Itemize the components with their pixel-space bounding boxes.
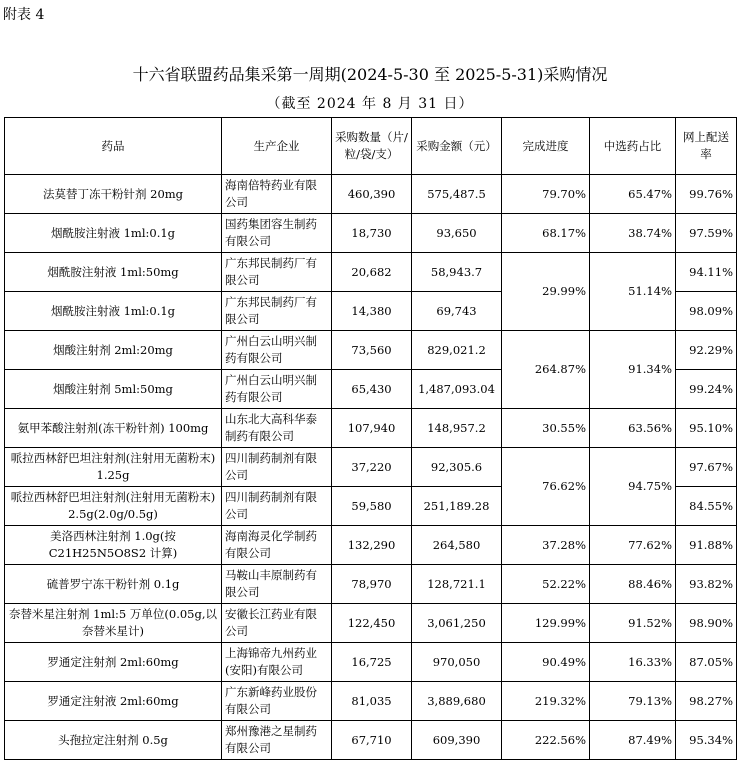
share-cell: 79.13% (590, 682, 676, 721)
delivery-cell: 92.29% (676, 331, 737, 370)
quantity-cell: 20,682 (332, 253, 412, 292)
amount-cell: 575,487.5 (412, 175, 502, 214)
delivery-cell: 94.11% (676, 253, 737, 292)
quantity-cell: 122,450 (332, 604, 412, 643)
header-quantity: 采购数量（片/粒/袋/支） (332, 118, 412, 175)
quantity-cell: 67,710 (332, 721, 412, 760)
share-cell: 94.75% (590, 448, 676, 526)
progress-cell: 90.49% (502, 643, 590, 682)
drug-cell: 氨甲苯酸注射剂(冻干粉针剂) 100mg (5, 409, 222, 448)
table-row (5, 175, 737, 214)
quantity-cell: 18,730 (332, 214, 412, 253)
drug-cell: 美洛西林注射剂 1.0g(按C21H25N5O8S2 计算) (5, 526, 222, 565)
table-row (5, 448, 737, 487)
table-row (5, 682, 737, 721)
drug-cell: 哌拉西林舒巴坦注射剂(注射用无菌粉末) 2.5g(2.0g/0.5g) (5, 487, 222, 526)
procurement-table (4, 117, 737, 760)
amount-cell: 1,487,093.04 (412, 370, 502, 409)
amount-cell: 58,943.7 (412, 253, 502, 292)
progress-cell: 129.99% (502, 604, 590, 643)
amount-cell: 3,889,680 (412, 682, 502, 721)
delivery-cell: 98.09% (676, 292, 737, 331)
header-company: 生产企业 (222, 118, 332, 175)
progress-cell: 79.70% (502, 175, 590, 214)
amount-cell: 69,743 (412, 292, 502, 331)
company-cell: 海南倍特药业有限公司 (222, 175, 332, 214)
share-cell: 91.34% (590, 331, 676, 409)
delivery-cell: 97.59% (676, 214, 737, 253)
drug-cell: 烟酸注射剂 2ml:20mg (5, 331, 222, 370)
progress-cell: 68.17% (502, 214, 590, 253)
header-row (5, 118, 737, 175)
quantity-cell: 81,035 (332, 682, 412, 721)
quantity-cell: 132,290 (332, 526, 412, 565)
table-row (5, 331, 737, 370)
table-row (5, 253, 737, 292)
company-cell: 安徽长江药业有限公司 (222, 604, 332, 643)
company-cell: 广东新峰药业股份有限公司 (222, 682, 332, 721)
drug-cell: 头孢拉定注射剂 0.5g (5, 721, 222, 760)
quantity-cell: 107,940 (332, 409, 412, 448)
company-cell: 马鞍山丰原制药有限公司 (222, 565, 332, 604)
quantity-cell: 37,220 (332, 448, 412, 487)
drug-cell: 硫普罗宁冻干粉针剂 0.1g (5, 565, 222, 604)
progress-cell: 30.55% (502, 409, 590, 448)
amount-cell: 128,721.1 (412, 565, 502, 604)
progress-cell: 222.56% (502, 721, 590, 760)
header-share: 中选药占比 (590, 118, 676, 175)
quantity-cell: 14,380 (332, 292, 412, 331)
table-row (5, 409, 737, 448)
delivery-cell: 87.05% (676, 643, 737, 682)
drug-cell: 法莫替丁冻干粉针剂 20mg (5, 175, 222, 214)
company-cell: 广州白云山明兴制药有限公司 (222, 331, 332, 370)
drug-cell: 哌拉西林舒巴坦注射剂(注射用无菌粉末) 1.25g (5, 448, 222, 487)
delivery-cell: 99.24% (676, 370, 737, 409)
amount-cell: 148,957.2 (412, 409, 502, 448)
company-cell: 广东邦民制药厂有限公司 (222, 292, 332, 331)
drug-cell: 烟酰胺注射液 1ml:0.1g (5, 214, 222, 253)
appendix-label: 附表 4 (3, 7, 45, 23)
delivery-cell: 95.10% (676, 409, 737, 448)
share-cell: 16.33% (590, 643, 676, 682)
share-cell: 87.49% (590, 721, 676, 760)
company-cell: 海南海灵化学制药有限公司 (222, 526, 332, 565)
amount-cell: 829,021.2 (412, 331, 502, 370)
share-cell: 77.62% (590, 526, 676, 565)
table-row (5, 604, 737, 643)
share-cell: 88.46% (590, 565, 676, 604)
delivery-cell: 91.88% (676, 526, 737, 565)
drug-cell: 罗通定注射剂 2ml:60mg (5, 643, 222, 682)
company-cell: 郑州豫港之星制药有限公司 (222, 721, 332, 760)
progress-cell: 29.99% (502, 253, 590, 331)
company-cell: 上海锦帝九州药业(安阳)有限公司 (222, 643, 332, 682)
table-row (5, 721, 737, 760)
table-row (5, 565, 737, 604)
drug-cell: 烟酰胺注射液 1ml:50mg (5, 253, 222, 292)
table-subtitle: （截至 2024 年 8 月 31 日） (266, 96, 474, 112)
quantity-cell: 73,560 (332, 331, 412, 370)
delivery-cell: 99.76% (676, 175, 737, 214)
delivery-cell: 84.55% (676, 487, 737, 526)
drug-cell: 奈替米星注射剂 1ml:5 万单位(0.05g,以奈替米星计) (5, 604, 222, 643)
drug-cell: 罗通定注射液 2ml:60mg (5, 682, 222, 721)
amount-cell: 264,580 (412, 526, 502, 565)
share-cell: 38.74% (590, 214, 676, 253)
delivery-cell: 95.34% (676, 721, 737, 760)
delivery-cell: 98.90% (676, 604, 737, 643)
progress-cell: 264.87% (502, 331, 590, 409)
company-cell: 四川制药制剂有限公司 (222, 487, 332, 526)
table-title: 十六省联盟药品集采第一周期(2024-5-30 至 2025-5-31)采购情况 (132, 65, 608, 84)
drug-cell: 烟酰胺注射液 1ml:0.1g (5, 292, 222, 331)
progress-cell: 37.28% (502, 526, 590, 565)
table-row (5, 214, 737, 253)
delivery-cell: 97.67% (676, 448, 737, 487)
header-progress: 完成进度 (502, 118, 590, 175)
quantity-cell: 460,390 (332, 175, 412, 214)
delivery-cell: 93.82% (676, 565, 737, 604)
company-cell: 广州白云山明兴制药有限公司 (222, 370, 332, 409)
amount-cell: 93,650 (412, 214, 502, 253)
company-cell: 广东邦民制药厂有限公司 (222, 253, 332, 292)
company-cell: 山东北大高科华泰制药有限公司 (222, 409, 332, 448)
table-row (5, 526, 737, 565)
table-row (5, 643, 737, 682)
progress-cell: 219.32% (502, 682, 590, 721)
delivery-cell: 98.27% (676, 682, 737, 721)
quantity-cell: 16,725 (332, 643, 412, 682)
company-cell: 四川制药制剂有限公司 (222, 448, 332, 487)
quantity-cell: 59,580 (332, 487, 412, 526)
header-delivery: 网上配送率 (676, 118, 737, 175)
quantity-cell: 65,430 (332, 370, 412, 409)
amount-cell: 92,305.6 (412, 448, 502, 487)
amount-cell: 3,061,250 (412, 604, 502, 643)
amount-cell: 251,189.28 (412, 487, 502, 526)
amount-cell: 970,050 (412, 643, 502, 682)
amount-cell: 609,390 (412, 721, 502, 760)
company-cell: 国药集团容生制药有限公司 (222, 214, 332, 253)
share-cell: 51.14% (590, 253, 676, 331)
progress-cell: 76.62% (502, 448, 590, 526)
header-drug: 药品 (5, 118, 222, 175)
drug-cell: 烟酸注射剂 5ml:50mg (5, 370, 222, 409)
header-amount: 采购金额（元） (412, 118, 502, 175)
share-cell: 65.47% (590, 175, 676, 214)
share-cell: 63.56% (590, 409, 676, 448)
quantity-cell: 78,970 (332, 565, 412, 604)
share-cell: 91.52% (590, 604, 676, 643)
progress-cell: 52.22% (502, 565, 590, 604)
